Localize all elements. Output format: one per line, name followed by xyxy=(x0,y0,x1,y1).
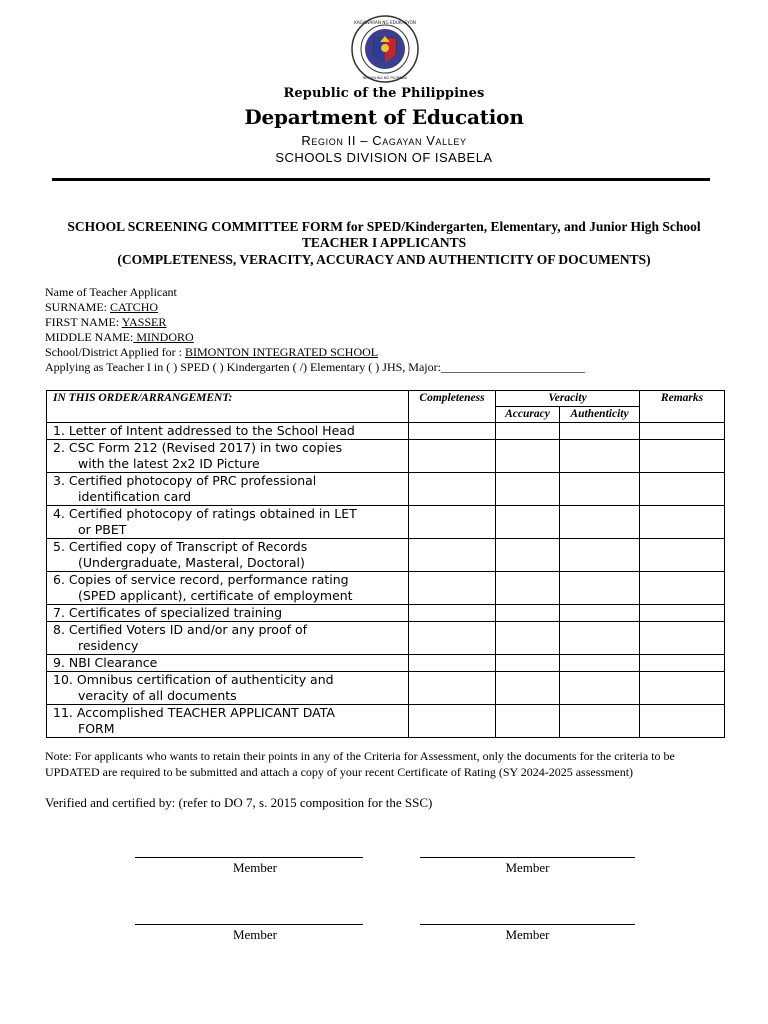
accuracy-cell[interactable] xyxy=(496,473,560,506)
form-title: SCHOOL SCREENING COMMITTEE FORM for SPED/Kindergarten, Elementary, and Junior High School xyxy=(67,219,701,234)
item-text-continued: identification card xyxy=(78,489,192,504)
authenticity-cell[interactable] xyxy=(560,572,640,605)
document-item xyxy=(47,473,409,506)
table-row xyxy=(47,539,725,572)
remarks-cell[interactable] xyxy=(640,539,725,572)
item-text: Certified copy of Transcript of Records xyxy=(68,539,308,554)
verified-by-text: Verified and certified by: (refer to DO 7, s. 2015 composition for the SSC) xyxy=(45,795,433,810)
authenticity-cell[interactable] xyxy=(560,506,640,539)
letterhead-region: Region II – Cagayan Valley xyxy=(301,133,467,148)
form-title-line3: (COMPLETENESS, VERACITY, ACCURACY AND AUTHENTICITY OF DOCUMENTS) xyxy=(117,252,651,267)
signature-label: Member xyxy=(505,927,550,942)
surname-label: SURNAME: xyxy=(45,300,111,314)
accuracy-cell[interactable] xyxy=(496,655,560,672)
item-text: Copies of service record, performance rating xyxy=(68,572,349,587)
item-text-continued: or PBET xyxy=(78,522,127,537)
middle-name-value: MINDORO xyxy=(133,330,194,344)
table-row xyxy=(47,506,725,539)
item-text: Accomplished TEACHER APPLICANT DATA xyxy=(76,705,335,720)
item-text: CSC Form 212 (Revised 2017) in two copies xyxy=(68,440,343,455)
completeness-cell[interactable] xyxy=(409,672,496,705)
document-item xyxy=(47,423,409,440)
item-text: Certified photocopy of ratings obtained in LET xyxy=(68,506,357,521)
authenticity-cell[interactable] xyxy=(560,655,640,672)
svg-text:REPUBLIKA NG PILIPINAS: REPUBLIKA NG PILIPINAS xyxy=(362,76,408,80)
table-row xyxy=(47,605,725,622)
authenticity-cell[interactable] xyxy=(560,440,640,473)
deped-seal-icon xyxy=(350,14,420,84)
remarks-cell[interactable] xyxy=(640,605,725,622)
authenticity-cell[interactable] xyxy=(560,473,640,506)
item-number: 1. xyxy=(53,423,65,438)
first-name-row xyxy=(45,315,166,330)
accuracy-cell[interactable] xyxy=(496,605,560,622)
remarks-cell[interactable] xyxy=(640,473,725,506)
applying-as-row: Applying as Teacher I in ( ) SPED ( ) Kindergarten ( /) Elementary ( ) JHS, Major:________________________ xyxy=(45,360,585,374)
item-text-continued: veracity of all documents xyxy=(78,688,237,703)
middle-name-label: MIDDLE NAME: xyxy=(45,330,134,344)
signature-label: Member xyxy=(232,927,278,942)
document-item xyxy=(47,506,409,539)
remarks-cell[interactable] xyxy=(640,572,725,605)
completeness-cell[interactable] xyxy=(409,705,496,738)
item-number: 10. xyxy=(53,672,73,687)
remarks-cell[interactable] xyxy=(640,672,725,705)
school-value: BIMONTON INTEGRATED SCHOOL xyxy=(185,345,379,359)
header-authenticity: Authenticity xyxy=(560,407,640,423)
header-divider xyxy=(52,178,710,181)
document-item xyxy=(47,605,409,622)
authenticity-cell[interactable] xyxy=(560,539,640,572)
authenticity-cell[interactable] xyxy=(560,605,640,622)
table-row xyxy=(47,672,725,705)
form-title-line2: TEACHER I APPLICANTS xyxy=(301,235,467,250)
signature-line xyxy=(420,857,635,858)
item-number: 6. xyxy=(53,572,65,587)
school-label: School/District Applied for : xyxy=(45,345,185,359)
item-text-continued: (SPED applicant), certificate of employment xyxy=(78,588,353,603)
item-number: 5. xyxy=(53,539,65,554)
header-veracity: Veracity xyxy=(496,391,640,407)
accuracy-cell[interactable] xyxy=(496,622,560,655)
surname-row xyxy=(45,300,158,315)
authenticity-cell[interactable] xyxy=(560,622,640,655)
item-number: 3. xyxy=(53,473,65,488)
middle-name-row xyxy=(45,330,194,345)
completeness-cell[interactable] xyxy=(409,572,496,605)
note-text: Note: For applicants who wants to retain their points in any of the Criteria for Assessment, only the documents for the criteria to be UPDATED are required to be submitted and attach a copy of your recent Certificate of Rating (SY 2024-2025 assessment) xyxy=(45,749,675,779)
item-text-continued: (Undergraduate, Masteral, Doctoral) xyxy=(78,555,305,570)
remarks-cell[interactable] xyxy=(640,423,725,440)
accuracy-cell[interactable] xyxy=(496,423,560,440)
document-item xyxy=(47,655,409,672)
applicant-heading: Name of Teacher Applicant xyxy=(45,285,177,299)
signature-line xyxy=(135,857,363,858)
completeness-cell[interactable] xyxy=(409,440,496,473)
table-row xyxy=(47,440,725,473)
item-text-continued: residency xyxy=(78,638,139,653)
completeness-cell[interactable] xyxy=(409,622,496,655)
table-row xyxy=(47,622,725,655)
item-text-continued: with the latest 2x2 ID Picture xyxy=(78,456,260,471)
accuracy-cell[interactable] xyxy=(496,672,560,705)
remarks-cell[interactable] xyxy=(640,622,725,655)
document-item xyxy=(47,440,409,473)
accuracy-cell[interactable] xyxy=(496,539,560,572)
first-name-value: YASSER xyxy=(121,315,167,329)
letterhead-department: Department of Education xyxy=(244,105,524,129)
completeness-cell[interactable] xyxy=(409,539,496,572)
header-accuracy: Accuracy xyxy=(496,407,560,423)
table-row xyxy=(47,423,725,440)
remarks-cell[interactable] xyxy=(640,705,725,738)
item-number: 2. xyxy=(53,440,65,455)
authenticity-cell[interactable] xyxy=(560,672,640,705)
signature-label: Member xyxy=(232,860,278,875)
item-text-continued: FORM xyxy=(78,721,115,736)
remarks-cell[interactable] xyxy=(640,506,725,539)
signature-line xyxy=(420,924,635,925)
letterhead-republic: Republic of the Philippines xyxy=(283,86,485,101)
table-row xyxy=(47,572,725,605)
header-remarks: Remarks xyxy=(640,391,725,423)
completeness-cell[interactable] xyxy=(409,655,496,672)
item-number: 9. xyxy=(53,655,65,670)
signature-line xyxy=(135,924,363,925)
header-order: IN THIS ORDER/ARRANGEMENT: xyxy=(47,391,409,423)
header-completeness: Completeness xyxy=(409,391,496,423)
table-row xyxy=(47,705,725,738)
completeness-cell[interactable] xyxy=(409,423,496,440)
item-text: Letter of Intent addressed to the School Head xyxy=(68,423,355,438)
remarks-cell[interactable] xyxy=(640,655,725,672)
item-number: 8. xyxy=(53,622,65,637)
item-number: 11. xyxy=(53,705,73,720)
authenticity-cell[interactable] xyxy=(560,705,640,738)
accuracy-cell[interactable] xyxy=(496,440,560,473)
svg-text:KAGAWARAN NG EDUKASYON: KAGAWARAN NG EDUKASYON xyxy=(354,20,416,25)
item-number: 4. xyxy=(53,506,65,521)
authenticity-cell[interactable] xyxy=(560,423,640,440)
item-text: Certified photocopy of PRC professional xyxy=(68,473,317,488)
school-row xyxy=(45,345,378,360)
accuracy-cell[interactable] xyxy=(496,506,560,539)
documents-table xyxy=(46,390,725,738)
item-text: Certificates of specialized training xyxy=(68,605,283,620)
document-item xyxy=(47,705,409,738)
completeness-cell[interactable] xyxy=(409,473,496,506)
first-name-label: FIRST NAME: xyxy=(45,315,122,329)
item-number: 7. xyxy=(53,605,65,620)
table-row xyxy=(47,473,725,506)
document-item xyxy=(47,672,409,705)
item-text: Certified Voters ID and/or any proof of xyxy=(68,622,308,637)
remarks-cell[interactable] xyxy=(640,440,725,473)
item-text: NBI Clearance xyxy=(68,655,158,670)
letterhead-division: SCHOOLS DIVISION OF ISABELA xyxy=(275,150,493,165)
document-item xyxy=(47,572,409,605)
table-row xyxy=(47,655,725,672)
item-text: Omnibus certification of authenticity and xyxy=(76,672,334,687)
surname-value: CATCHO xyxy=(110,300,159,314)
accuracy-cell[interactable] xyxy=(496,705,560,738)
completeness-cell[interactable] xyxy=(409,605,496,622)
document-item xyxy=(47,539,409,572)
accuracy-cell[interactable] xyxy=(496,572,560,605)
signature-label: Member xyxy=(505,860,550,875)
completeness-cell[interactable] xyxy=(409,506,496,539)
document-item xyxy=(47,622,409,655)
